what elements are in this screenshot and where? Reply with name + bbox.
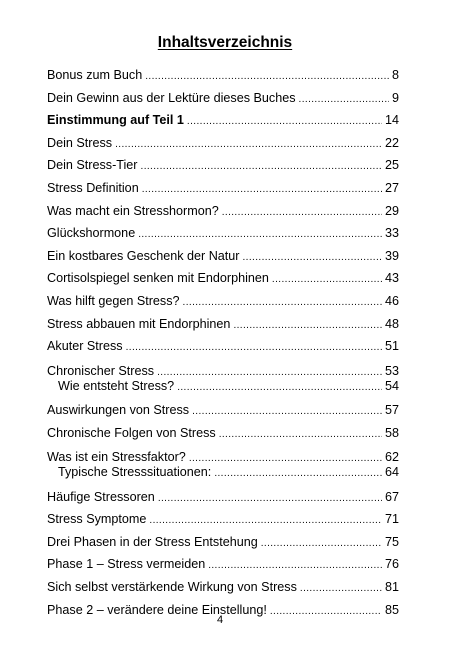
dot-leader <box>141 161 382 172</box>
toc-entry-label: Dein Gewinn aus der Lektüre dieses Buches <box>47 90 296 105</box>
toc-entry-page: 71 <box>384 512 399 527</box>
toc-entry-label: Häufige Stressoren <box>47 489 155 504</box>
dot-leader <box>299 94 389 105</box>
toc-entry-label: Chronische Folgen von Stress <box>47 425 216 440</box>
toc-entry-label: Auswirkungen von Stress <box>47 403 190 418</box>
toc-entry <box>47 91 399 114</box>
toc-entry-page: 76 <box>384 557 399 572</box>
toc-entry <box>47 535 399 558</box>
toc-entry <box>47 136 399 159</box>
dot-leader <box>158 493 382 504</box>
dot-leader <box>145 71 389 82</box>
dot-leader <box>126 342 382 353</box>
toc-entry-label: Typische Stresssituationen: <box>58 465 212 480</box>
toc-entry <box>47 249 399 272</box>
toc-entry-page: 51 <box>384 339 399 354</box>
toc-entry-page: 53 <box>384 363 399 378</box>
toc-entry-page: 22 <box>384 135 399 150</box>
toc-entry-page: 48 <box>384 316 399 331</box>
toc-entry-label: Dein Stress-Tier <box>47 158 138 173</box>
toc-entry-label: Ein kostbares Geschenk der Natur <box>47 248 240 263</box>
toc-entry <box>47 339 399 362</box>
toc-entry <box>47 68 399 91</box>
toc-entry <box>47 113 399 136</box>
toc-entry-page: 75 <box>384 534 399 549</box>
toc-entry-label: Drei Phasen in der Stress Entstehung <box>47 534 258 549</box>
toc-entry-label: Glückshormone <box>47 226 136 241</box>
toc-entry <box>47 450 399 465</box>
dot-leader <box>243 252 382 263</box>
toc-entry <box>47 294 399 317</box>
toc-entry-label: Was ist ein Stressfaktor? <box>47 450 186 465</box>
dot-leader <box>183 297 382 308</box>
toc-entry <box>47 364 399 379</box>
toc-entry-page: 46 <box>384 293 399 308</box>
dot-leader <box>142 184 382 195</box>
toc-entry <box>47 580 399 603</box>
toc-entry-label: Einstimmung auf Teil 1 <box>47 113 184 128</box>
dot-leader <box>300 583 382 594</box>
toc-entry-page: 39 <box>384 248 399 263</box>
toc-entry-label: Akuter Stress <box>47 339 123 354</box>
toc-entry-page: 57 <box>384 403 399 418</box>
toc-entry-page: 62 <box>384 450 399 465</box>
dot-leader <box>214 468 382 479</box>
toc-entry <box>47 403 399 426</box>
toc-entry-page: 8 <box>391 68 399 82</box>
toc-entry-label: Stress abbauen mit Endorphinen <box>47 316 231 331</box>
toc-entry <box>47 226 399 249</box>
toc-entry-page: 29 <box>384 203 399 218</box>
dot-leader <box>138 229 382 240</box>
dot-leader <box>187 116 382 127</box>
dot-leader <box>233 320 382 331</box>
toc-entry-page: 33 <box>384 226 399 241</box>
toc-entry-label: Phase 2 – verändere deine Einstellung! <box>47 602 267 617</box>
toc-subentry <box>47 379 399 402</box>
toc-entry-page: 27 <box>384 180 399 195</box>
toc-entry-label: Stress Symptome <box>47 512 147 527</box>
toc-entry-label: Cortisolspiegel senken mit Endorphinen <box>47 271 269 286</box>
toc-entry <box>47 271 399 294</box>
dot-leader <box>192 406 382 417</box>
toc-entry-label: Was macht ein Stresshormon? <box>47 203 219 218</box>
toc-entry <box>47 158 399 181</box>
dot-leader <box>177 382 382 393</box>
dot-leader <box>149 515 382 526</box>
toc-entry-label: Dein Stress <box>47 135 113 150</box>
toc-entry-page: 14 <box>384 113 399 128</box>
dot-leader <box>115 139 382 150</box>
dot-leader <box>222 207 382 218</box>
toc-entry-page: 81 <box>384 580 399 595</box>
toc-entry-page: 25 <box>384 158 399 173</box>
toc-entry <box>47 317 399 340</box>
toc-entry <box>47 557 399 580</box>
toc-entry <box>47 426 399 449</box>
toc-title: Inhaltsverzeichnis <box>157 34 293 51</box>
toc-entry-page: 43 <box>384 271 399 286</box>
toc-entry-label: Was hilft gegen Stress? <box>47 293 180 308</box>
toc-entry-page: 67 <box>384 489 399 504</box>
dot-leader <box>272 274 382 285</box>
toc-entry-label: Chronischer Stress <box>47 363 155 378</box>
toc-subentry <box>47 465 399 488</box>
toc-entry-page: 58 <box>384 425 399 440</box>
toc-entry <box>47 181 399 204</box>
dot-leader <box>189 453 382 464</box>
dot-leader <box>157 367 382 378</box>
table-of-contents <box>47 68 399 625</box>
toc-entry <box>47 490 399 513</box>
dot-leader <box>219 429 382 440</box>
dot-leader <box>261 538 382 549</box>
toc-entry-page: 85 <box>384 602 399 617</box>
toc-entry-label: Sich selbst verstärkende Wirkung von Stress <box>47 580 297 595</box>
dot-leader <box>208 560 382 571</box>
toc-entry-label: Stress Definition <box>47 180 139 195</box>
page-number: 4 <box>216 614 224 626</box>
toc-entry-label: Bonus zum Buch <box>47 68 143 82</box>
toc-entry-label: Phase 1 – Stress vermeiden <box>47 557 206 572</box>
toc-entry-label: Wie entsteht Stress? <box>58 378 175 393</box>
toc-entry-page: 64 <box>384 465 399 480</box>
toc-entry <box>47 204 399 227</box>
toc-entry-page: 9 <box>391 90 399 105</box>
toc-entry-page: 54 <box>384 378 399 393</box>
toc-entry <box>47 512 399 535</box>
